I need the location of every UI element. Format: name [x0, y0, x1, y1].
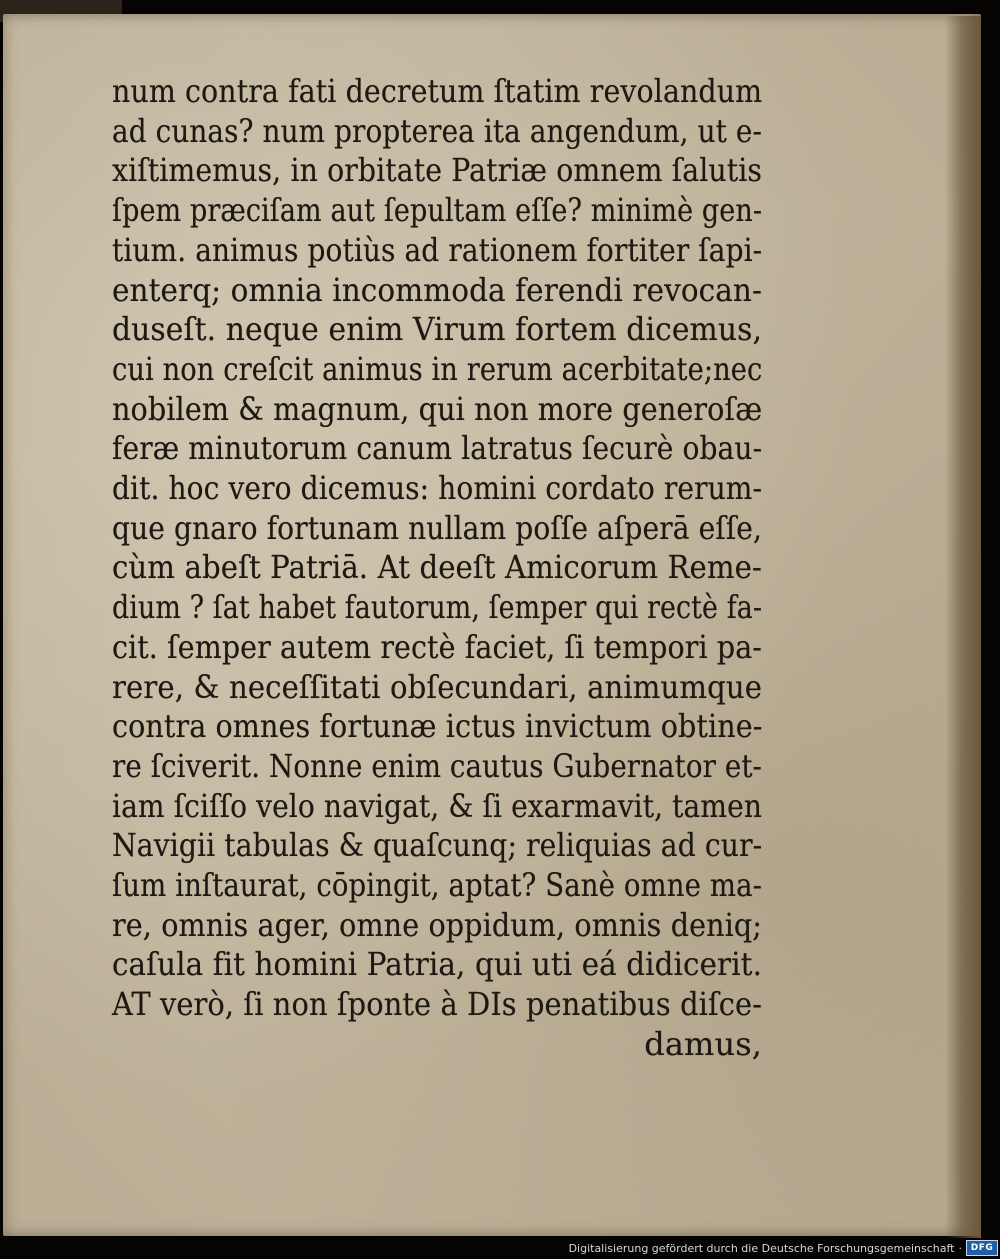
text-line: ſpem præciſam aut ſepultam eſſe? minimè gen-	[112, 191, 763, 230]
text-line: dium ? ſat habet fautorum, ſemper qui rectè fa-	[112, 588, 763, 627]
text-line: tium. animus potiùs ad rationem fortiter ſapi-	[112, 230, 763, 269]
text-line: enterq; omnia incommoda ferendi revocan-	[112, 270, 763, 309]
text-line: num contra fati decretum ſtatim revolandum	[112, 72, 763, 110]
text-line: xiſtimemus, in orbitate Patriæ omnem ſalutis	[112, 151, 763, 190]
footer-separator: ·	[958, 1241, 962, 1255]
text-line: feræ minutorum canum latratus ſecurè obau-	[112, 429, 763, 468]
text-line: rere, & neceſſitati obſecundari, animumque	[112, 667, 763, 706]
text-line: iam ſciſſo velo navigat, & ſi exarmavit, tamen	[112, 786, 763, 825]
text-line: dit. hoc vero dicemus: homini cordato rerum-	[112, 469, 763, 508]
text-line: nobilem & magnum, qui non more generoſæ	[112, 389, 763, 428]
text-line: cùm abeſt Patriā. At deeſt Amicorum Reme-	[112, 548, 762, 587]
text-line: ſum inſtaurat, cōpingit, aptat? Sanè omne ma-	[112, 866, 762, 905]
text-line: Navigii tabulas & quaſcunq; reliquias ad cur-	[112, 826, 763, 865]
text-line: contra omnes fortunæ ictus invictum obtine-	[112, 707, 763, 746]
text-line: re ſciverit. Nonne enim cautus Gubernator et-	[112, 746, 762, 785]
catchword: damus,	[644, 1024, 762, 1063]
text-line: ad cunas? num propterea ita angendum, ut e-	[112, 111, 762, 150]
text-line: re, omnis ager, omne oppidum, omnis deniq;	[112, 905, 763, 944]
funding-notice: Digitalisierung gefördert durch die Deutsche Forschungsgemeinschaft	[568, 1241, 955, 1255]
dfg-logo-icon: DFG	[966, 1240, 998, 1256]
text-line: que gnaro fortunam nullam poſſe aſperā eſſe,	[112, 508, 763, 547]
text-line: cit. ſemper autem rectè faciet, ſi tempori pa-	[112, 627, 762, 666]
text-line: AT verò, ſi non ſponte à DIs penatibus diſce-	[112, 985, 762, 1024]
text-line: caſula fit homini Patria, qui uti eá didicerit.	[112, 945, 763, 984]
digitization-footer	[569, 1237, 1000, 1259]
page-text	[112, 72, 762, 1065]
text-line: duseſt. neque enim Virum fortem dicemus,	[112, 310, 763, 349]
page-gutter-shadow	[945, 16, 981, 1238]
text-line: cui non creſcit animus in rerum acerbitate;nec	[112, 349, 763, 388]
